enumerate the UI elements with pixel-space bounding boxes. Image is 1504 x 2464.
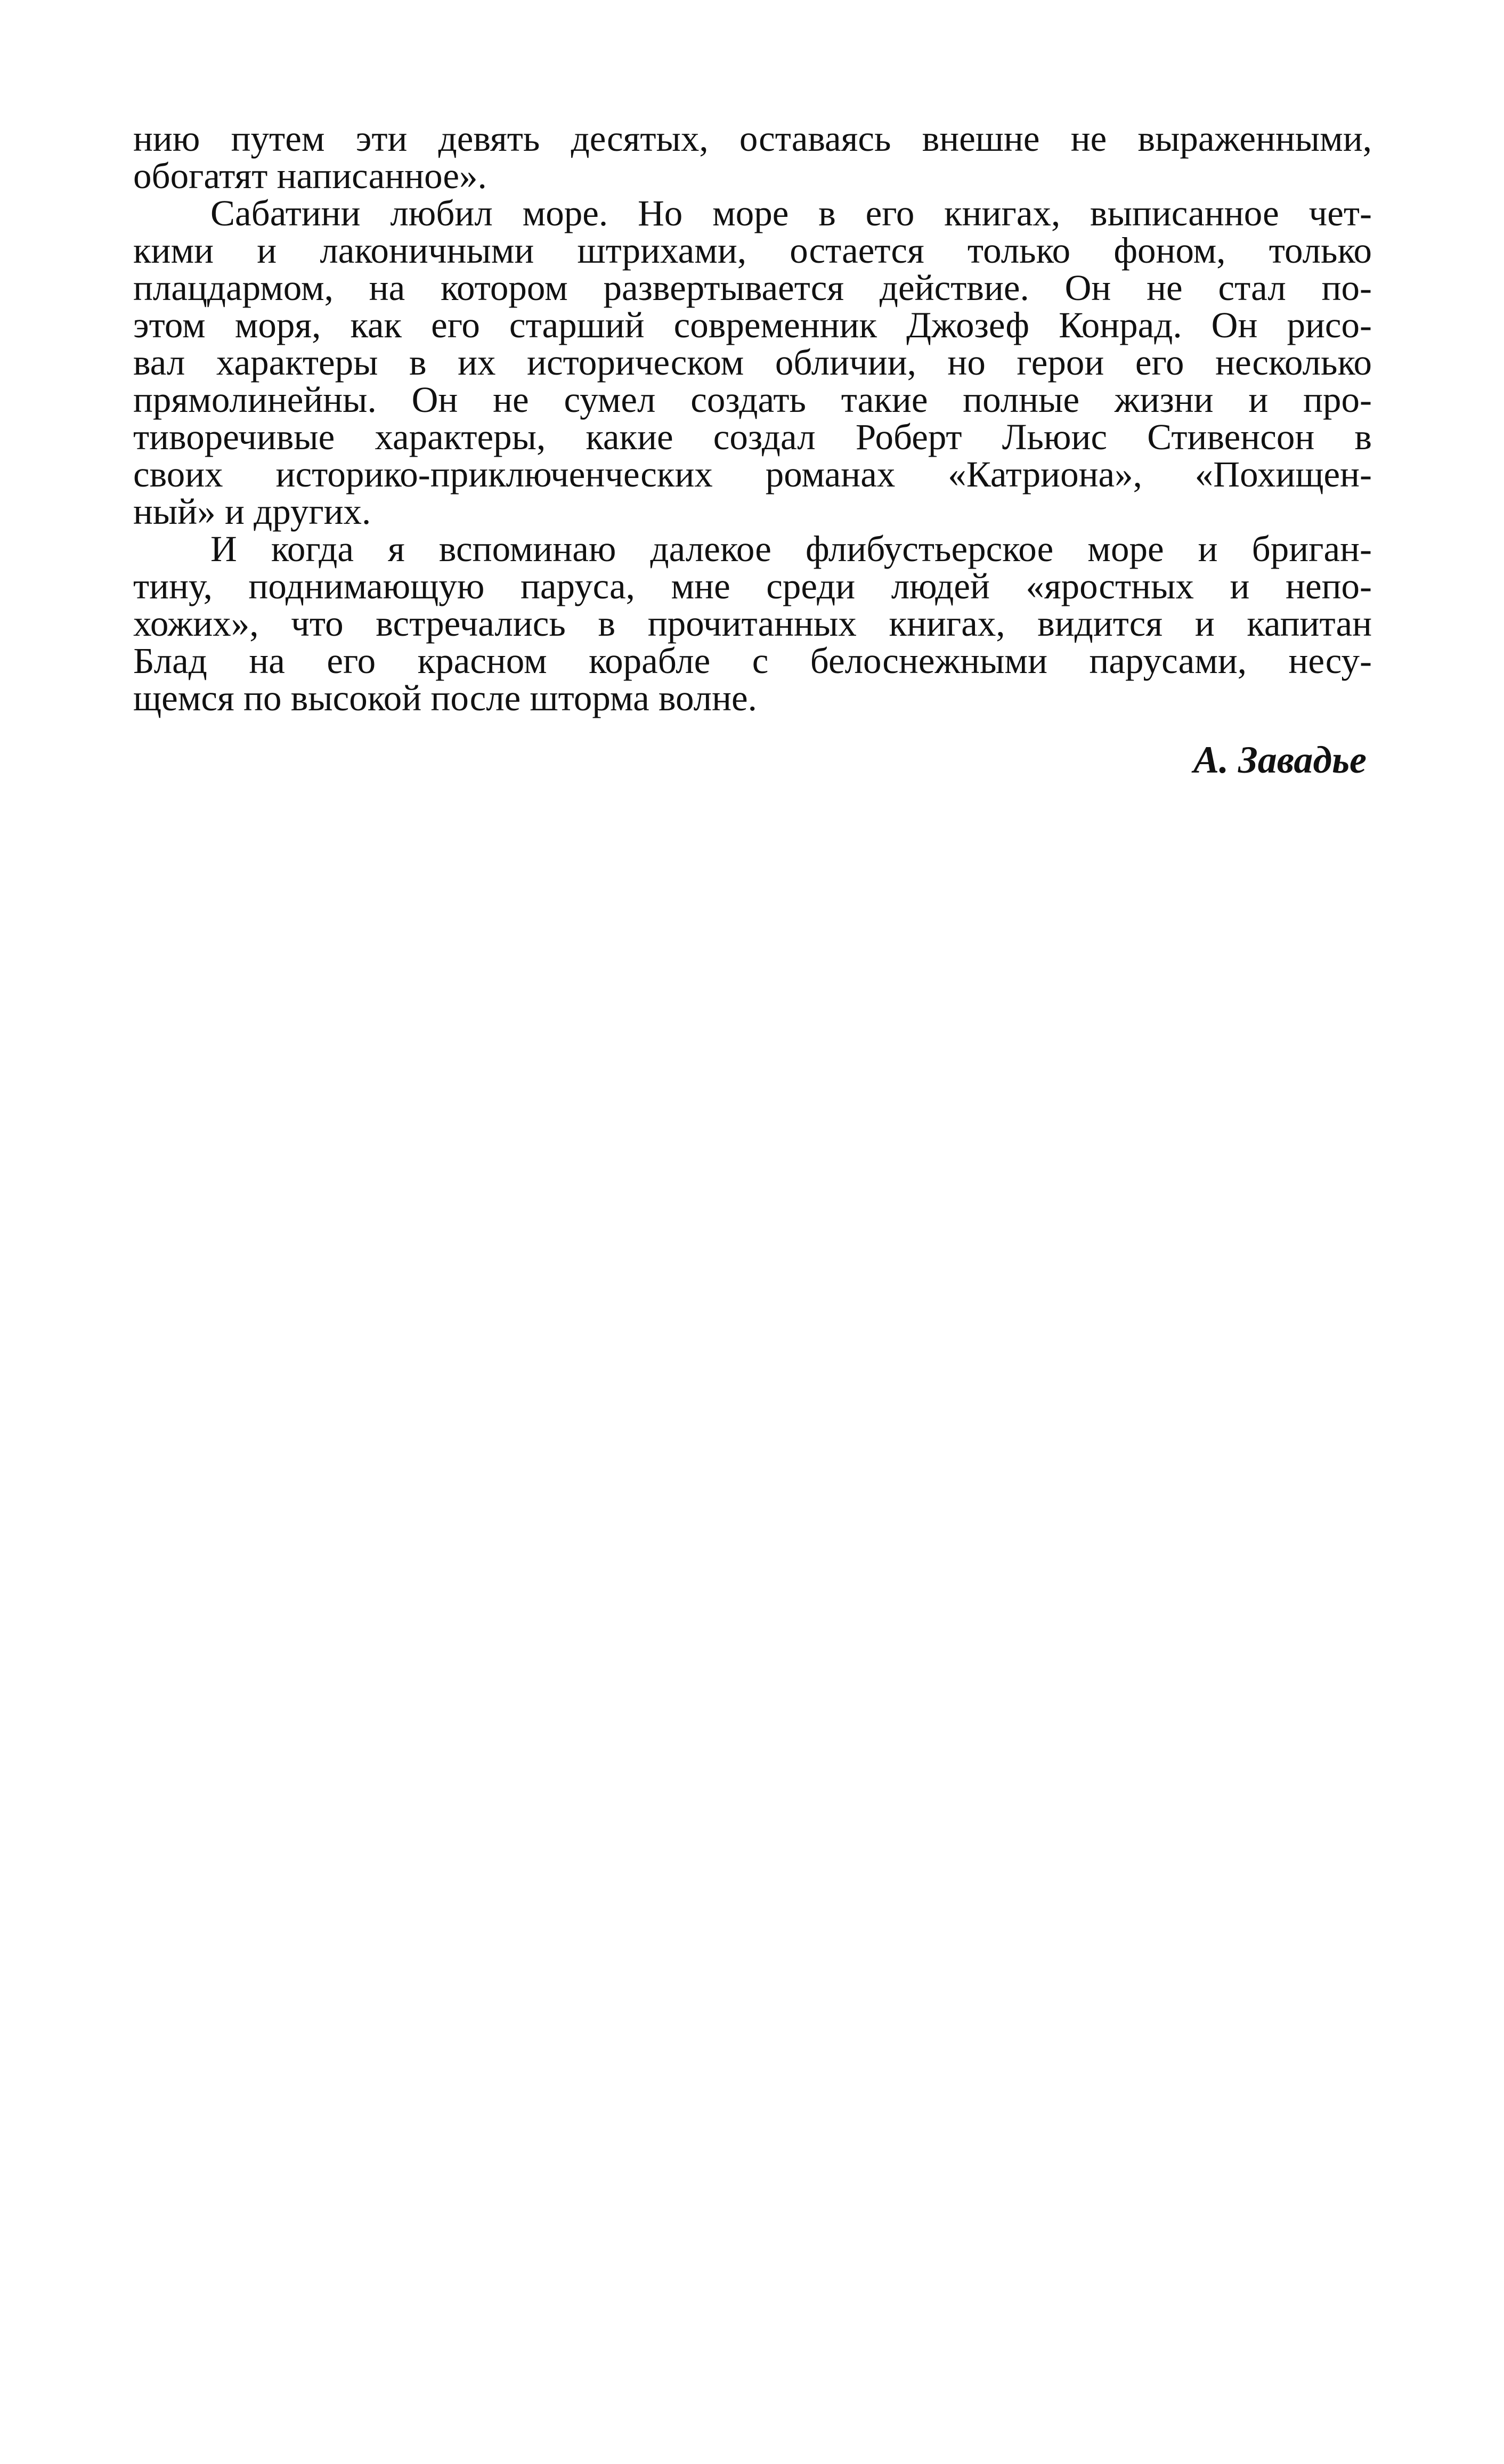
text-line: своих историко-приключенческих романах «Катриона», «Похищен- <box>133 454 1372 495</box>
text-line: Сабатини любил море. Но море в его книгах, выписанное чет- <box>210 193 1372 233</box>
text-line: вал характеры в их историческом обличии, но герои его несколько <box>133 342 1372 383</box>
text-line: обогатят написанное». <box>133 156 487 196</box>
text-line: щемся по высокой после шторма волне. <box>133 678 757 718</box>
paragraph-1 <box>133 120 1372 194</box>
text-line: нию путем эти девять десятых, оставаясь внешне не выраженными, <box>133 118 1372 159</box>
text-line: тиворечивые характеры, какие создал Роберт Льюис Стивенсон в <box>133 417 1372 457</box>
text-line: И когда я вспоминаю далекое флибустьерское море и бриган- <box>210 529 1372 569</box>
text-line: кими и лаконичными штрихами, остается только фоном, только <box>133 230 1372 271</box>
author-signature: А. Завадье <box>1193 739 1367 781</box>
text-line: Блад на его красном корабле с белоснежными парусами, несу- <box>133 641 1372 681</box>
book-page <box>133 120 1372 782</box>
text-line: прямолинейны. Он не сумел создать такие полные жизни и про- <box>133 379 1372 420</box>
text-line: ный» и других. <box>133 491 371 532</box>
text-line: тину, поднимающую паруса, мне среди людей «яростных и непо- <box>133 566 1372 606</box>
paragraph-2 <box>133 194 1372 530</box>
text-line: этом моря, как его старший современник Джозеф Конрад. Он рисо- <box>133 305 1372 345</box>
paragraph-3 <box>133 530 1372 717</box>
text-line: хожих», что встречались в прочитанных книгах, видится и капитан <box>133 603 1372 644</box>
text-line: плацдармом, на котором развертывается действие. Он не стал по- <box>133 268 1372 308</box>
